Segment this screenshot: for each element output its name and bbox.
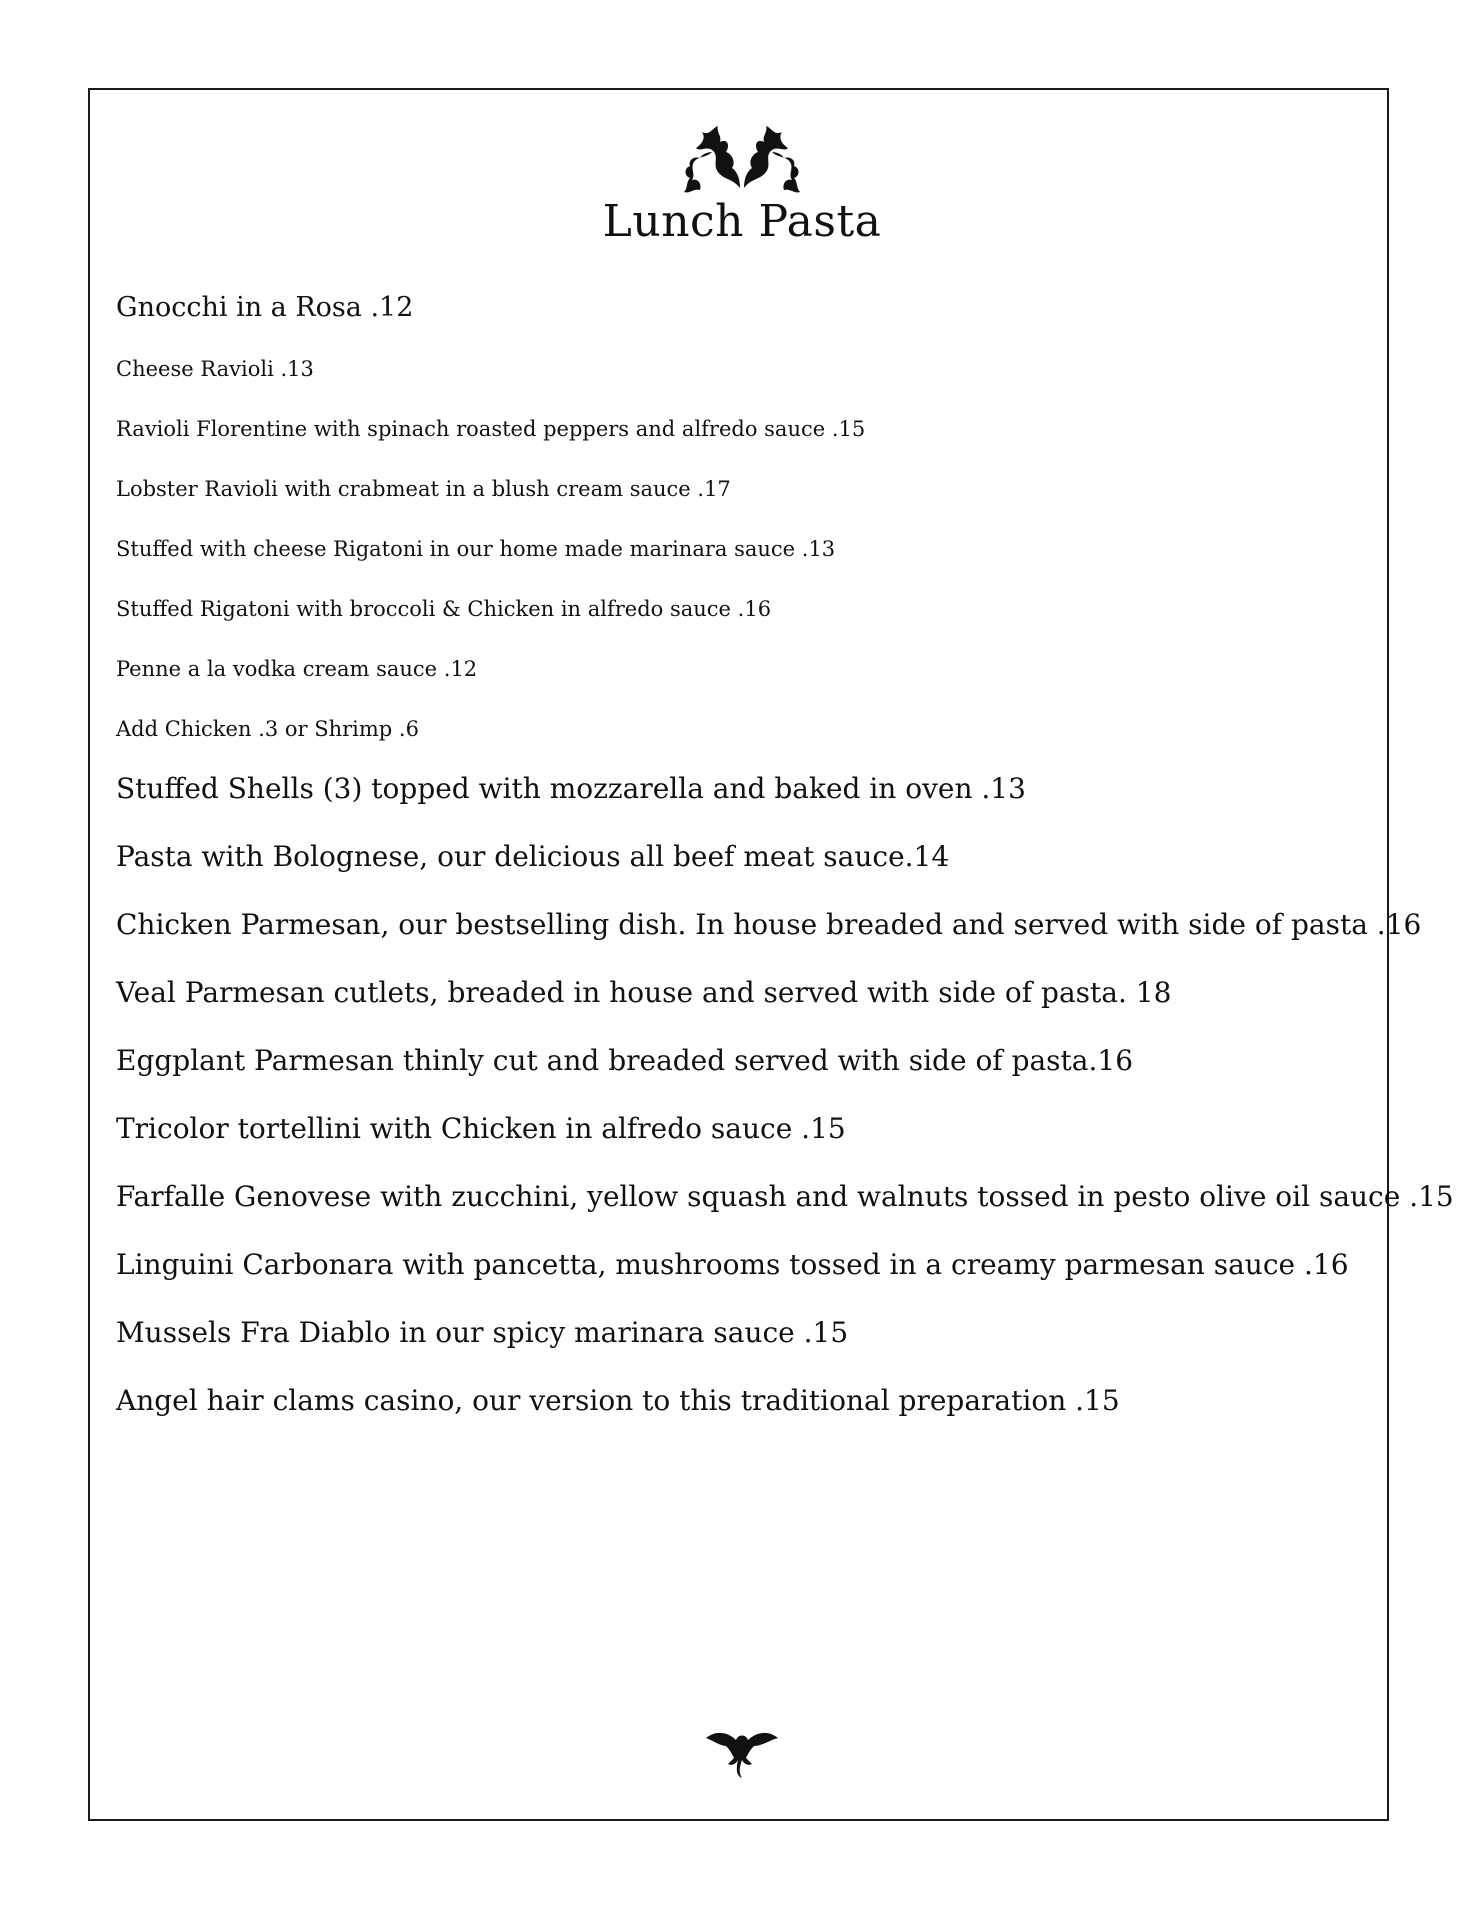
menu-item: Stuffed with cheese Rigatoni in our home made marinara sauce .13 (116, 537, 836, 561)
menu-item: Pasta with Bolognese, our delicious all beef meat sauce.14 (116, 840, 950, 873)
menu-item: Chicken Parmesan, our bestselling dish. In house breaded and served with side of pasta .16 (116, 908, 1422, 941)
menu-item: Gnocchi in a Rosa .12 (116, 292, 414, 323)
menu-border (88, 88, 1389, 1821)
menu-item: Angel hair clams casino, our version to this traditional preparation .15 (116, 1384, 1120, 1417)
fleur-ornament-icon (702, 1720, 782, 1780)
menu-item: Farfalle Genovese with zucchini, yellow squash and walnuts tossed in pesto olive oil sauce .15 (116, 1180, 1454, 1213)
menu-item: Ravioli Florentine with spinach roasted peppers and alfredo sauce .15 (116, 417, 866, 441)
menu-item: Cheese Ravioli .13 (116, 357, 314, 381)
menu-item: Penne a la vodka cream sauce .12 (116, 657, 478, 681)
menu-item: Eggplant Parmesan thinly cut and breaded served with side of pasta.16 (116, 1044, 1134, 1077)
menu-item: Lobster Ravioli with crabmeat in a blush cream sauce .17 (116, 477, 731, 501)
menu-item: Linguini Carbonara with pancetta, mushrooms tossed in a creamy parmesan sauce .16 (116, 1248, 1349, 1281)
acanthus-flourish-icon (672, 118, 812, 200)
menu-item: Add Chicken .3 or Shrimp .6 (116, 717, 419, 741)
menu-item: Stuffed Rigatoni with broccoli & Chicken in alfredo sauce .16 (116, 597, 772, 621)
menu-item: Stuffed Shells (3) topped with mozzarella and baked in oven .13 (116, 772, 1026, 805)
menu-item: Tricolor tortellini with Chicken in alfredo sauce .15 (116, 1112, 846, 1145)
menu-item: Veal Parmesan cutlets, breaded in house and served with side of pasta. 18 (116, 976, 1172, 1009)
menu-item: Mussels Fra Diablo in our spicy marinara sauce .15 (116, 1316, 849, 1349)
page-title: Lunch Pasta (602, 196, 882, 247)
